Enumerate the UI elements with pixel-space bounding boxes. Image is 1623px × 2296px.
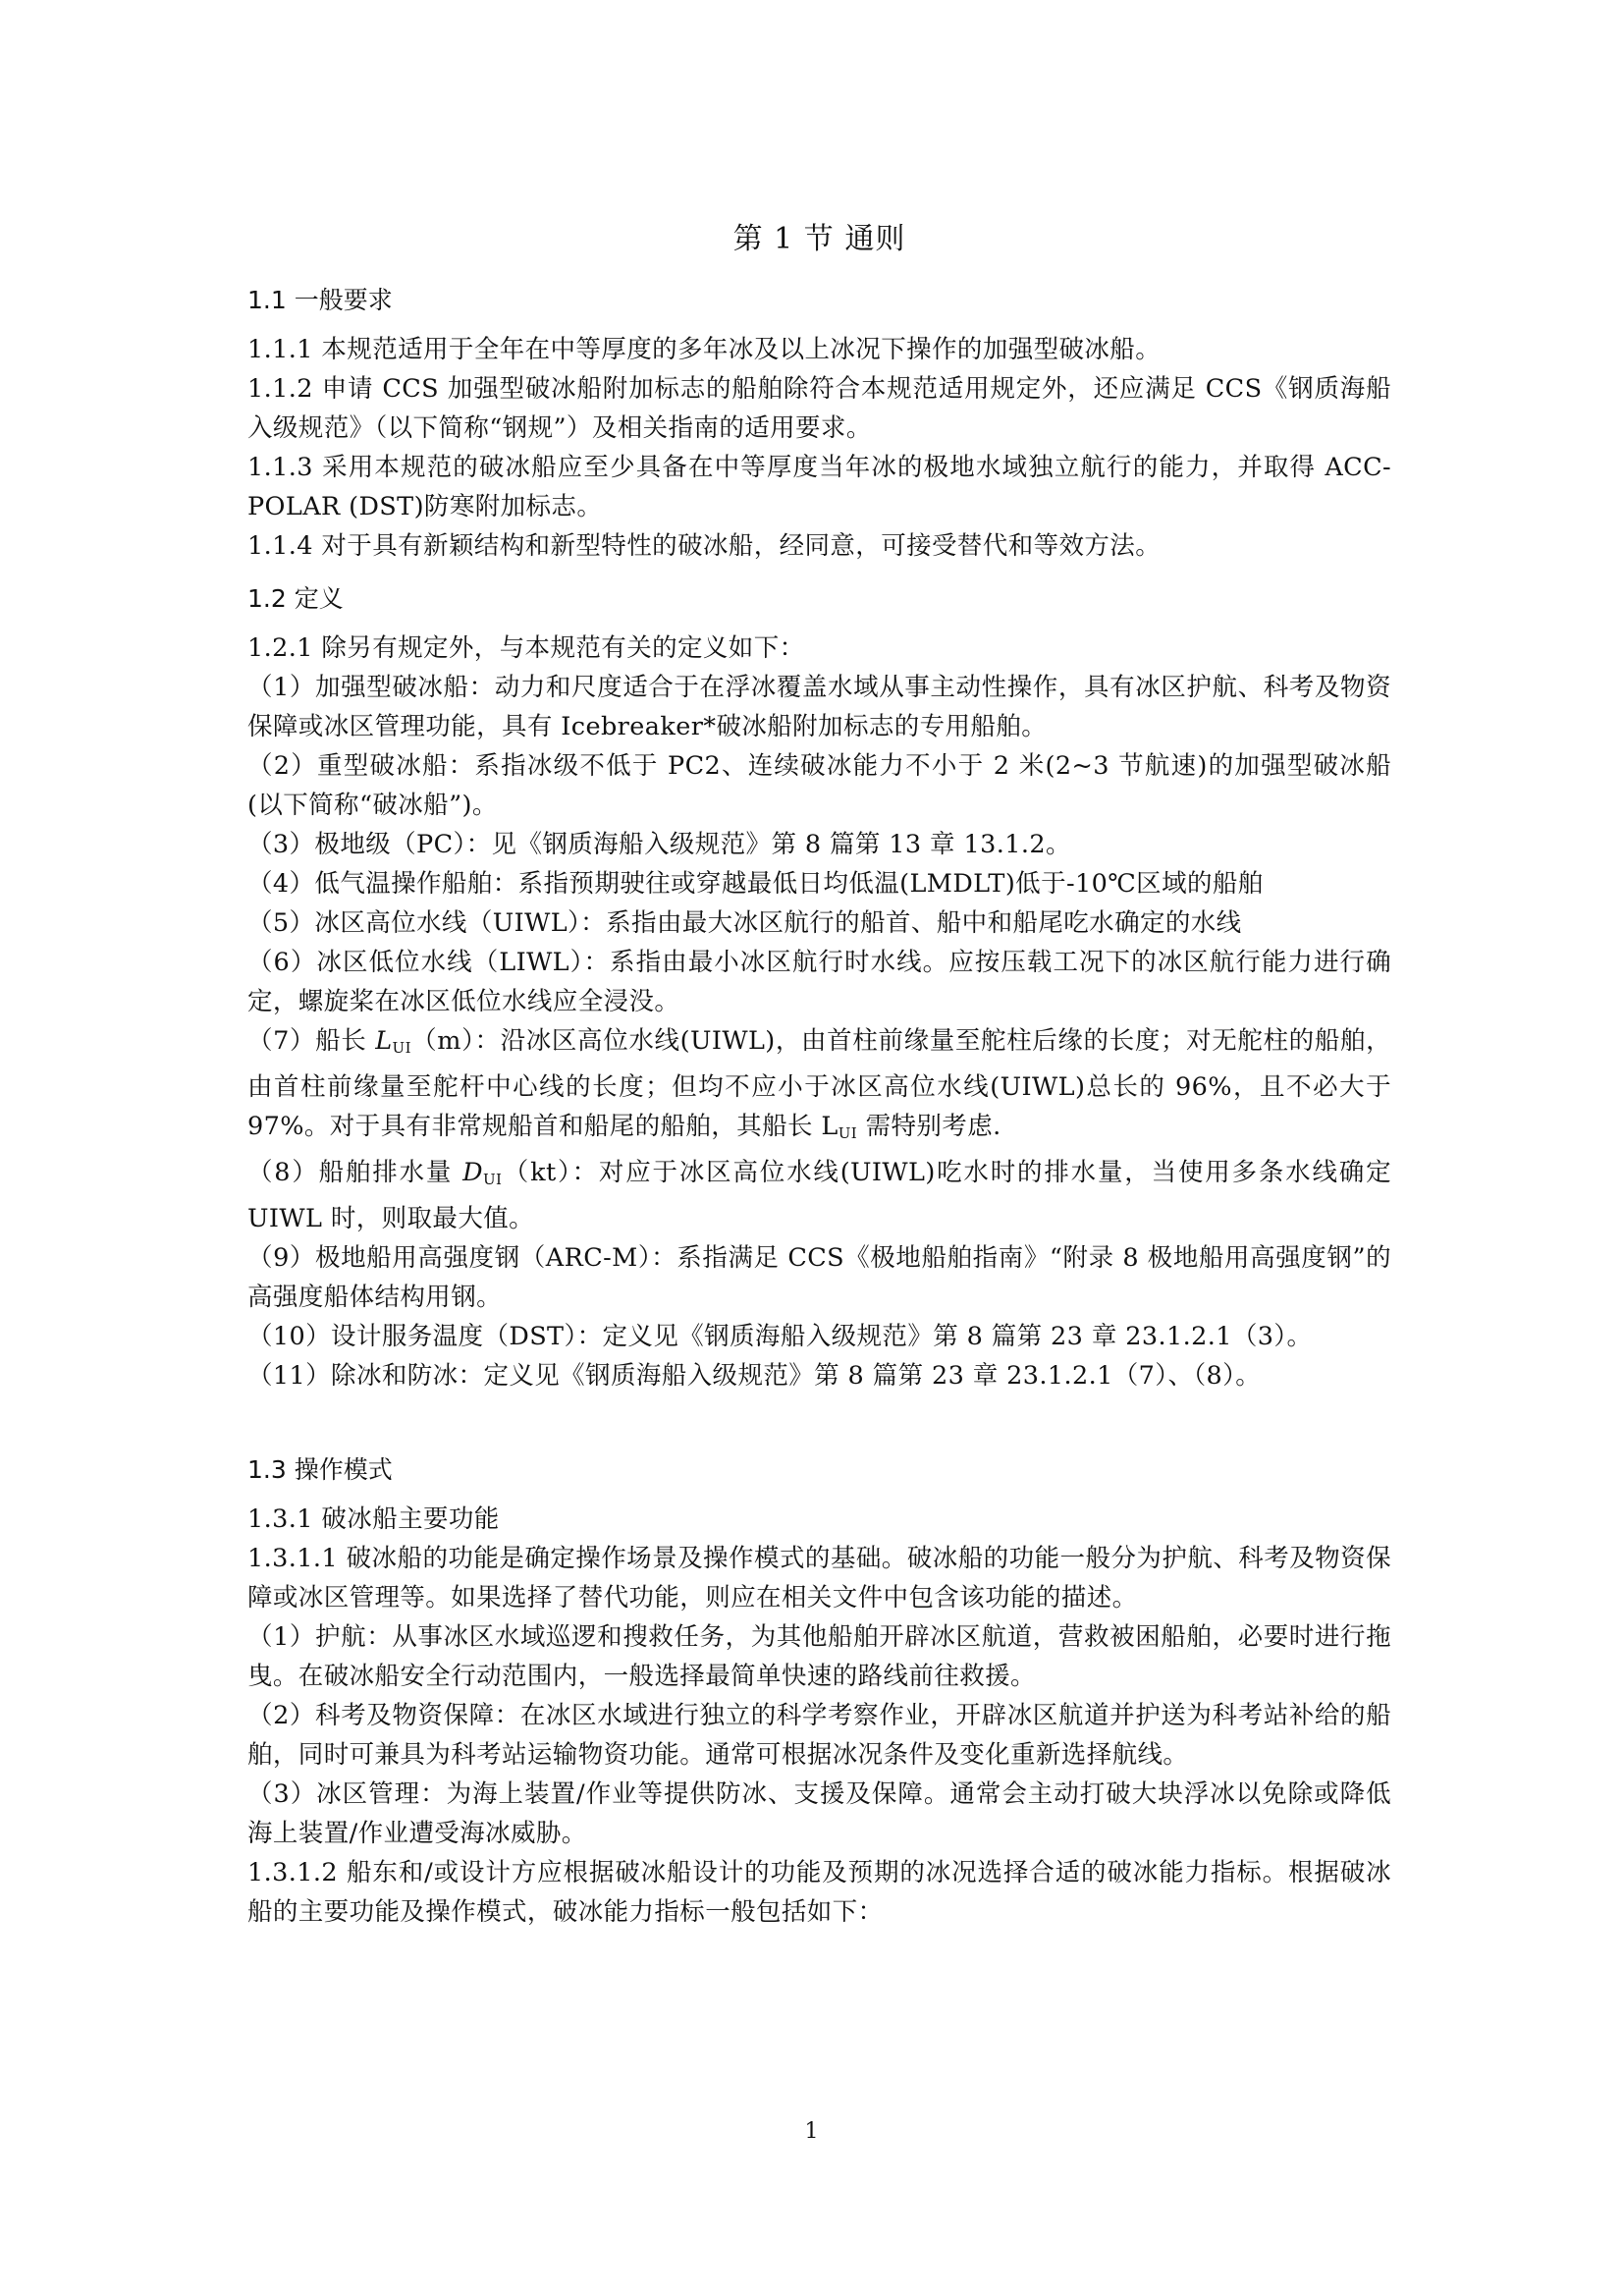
section-heading-1-3: 1.3 操作模式 (247, 1455, 393, 1484)
page-title: 第 1 节 通则 (732, 222, 906, 256)
definition-item: （5）冰区高位水线（UIWL）：系指由最大冰区航行的船首、船中和船尾吃水确定的水线 (247, 908, 1242, 938)
subscript: UI (392, 1039, 411, 1057)
text: （8）船舶排水量 (247, 1158, 463, 1187)
text: （7）船长 (247, 1026, 376, 1056)
section-heading-1-2: 1.2 定义 (247, 584, 344, 613)
definition-item: （11）除冰和防冰：定义见《钢质海船入级规范》第 8 篇第 23 章 23.1.2.1（7）、（8）。 (247, 1361, 1262, 1391)
paragraph: 1.2.1 除另有规定外，与本规范有关的定义如下： (247, 633, 805, 663)
definition-item: （9）极地船用高强度钢（ARC-M）：系指满足 CCS《极地船舶指南》“附录 8 极地船用高强度钢”的高强度船体结构用钢。 (247, 1243, 1391, 1312)
list-item: （2）科考及物资保障：在冰区水域进行独立的科学考察作业，开辟冰区航道并护送为科考站补给的船舶，同时可兼具为科考站运输物资功能。通常可根据冰况条件及变化重新选择航线。 (247, 1701, 1391, 1770)
symbol: L (375, 1026, 393, 1056)
symbol: D (462, 1158, 483, 1187)
paragraph: 1.3.1.2 船东和/或设计方应根据破冰船设计的功能及预期的冰况选择合适的破冰能力指标。根据破冰船的主要功能及操作模式，破冰能力指标一般包括如下： (247, 1858, 1391, 1927)
definition-item: （2）重型破冰船：系指冰级不低于 PC2、连续破冰能力不小于 2 米(2~3 节航速)的加强型破冰船(以下简称“破冰船”)。 (247, 751, 1391, 820)
paragraph: 1.1.4 对于具有新颖结构和新型特性的破冰船，经同意，可接受替代和等效方法。 (247, 531, 1162, 561)
list-item: （3）冰区管理：为海上装置/作业等提供防冰、支援及保障。通常会主动打破大块浮冰以免除或降低海上装置/作业遭受海冰威胁。 (247, 1779, 1391, 1848)
definition-item (247, 1021, 1391, 1153)
definition-item: （3）极地级（PC）：见《钢质海船入级规范》第 8 篇第 13 章 13.1.2。 (247, 830, 1071, 859)
text: （m）：沿冰区高位水线(UIWL)，由首柱前缘量至舵柱后缘的长度；对无舵柱的船舶，由首柱前缘量至舵杆中心线的长度；但均不应小于冰区高位水线(UIWL)总长的 96%，且不必大于 97%。对于具有非常规船首和船尾的船舶，其船长 L (247, 1026, 1392, 1141)
definition-item: （1）加强型破冰船：动力和尺度适合于在浮冰覆盖水域从事主动性操作，具有冰区护航、科考及物资保障或冰区管理功能，具有 Icebreaker*破冰船附加标志的专用船舶。 (247, 673, 1391, 741)
page-number: 1 (804, 2119, 819, 2144)
definition-item (247, 1153, 1391, 1238)
definition-item: （4）低气温操作船舶：系指预期驶往或穿越最低日均低温(LMDLT)低于-10℃区域的船舶 (247, 869, 1264, 899)
subscript: UI (483, 1171, 503, 1188)
paragraph: 1.1.1 本规范适用于全年在中等厚度的多年冰及以上冰况下操作的加强型破冰船。 (247, 335, 1162, 364)
paragraph: 1.1.3 采用本规范的破冰船应至少具备在中等厚度当年冰的极地水域独立航行的能力，并取得 ACC-POLAR (DST)防寒附加标志。 (247, 453, 1391, 521)
definition-item: （10）设计服务温度（DST）：定义见《钢质海船入级规范》第 8 篇第 23 章 23.1.2.1（3）。 (247, 1322, 1313, 1351)
text: 需特别考虑. (857, 1112, 1001, 1141)
subscript: UI (838, 1124, 858, 1142)
paragraph: 1.3.1 破冰船主要功能 (247, 1504, 500, 1534)
list-item: （1）护航：从事冰区水域巡逻和搜救任务，为其他船舶开辟冰区航道，营救被困船舶，必要时进行拖曳。在破冰船安全行动范围内，一般选择最简单快速的路线前往救援。 (247, 1622, 1391, 1691)
paragraph: 1.1.2 申请 CCS 加强型破冰船附加标志的船舶除符合本规范适用规定外，还应满足 CCS《钢质海船入级规范》（以下简称“钢规”）及相关指南的适用要求。 (247, 374, 1391, 443)
text: （kt）：对应于冰区高位水线(UIWL)吃水时的排水量，当使用多条水线确定 UIWL 时，则取最大值。 (247, 1158, 1391, 1233)
definition-item: （6）冰区低位水线（LIWL）：系指由最小冰区航行时水线。应按压载工况下的冰区航行能力进行确定，螺旋桨在冰区低位水线应全浸没。 (247, 948, 1391, 1016)
paragraph: 1.3.1.1 破冰船的功能是确定操作场景及操作模式的基础。破冰船的功能一般分为护航、科考及物资保障或冰区管理等。如果选择了替代功能，则应在相关文件中包含该功能的描述。 (247, 1544, 1391, 1613)
section-heading-1-1: 1.1 一般要求 (247, 286, 393, 314)
document-page (247, 206, 1391, 1932)
